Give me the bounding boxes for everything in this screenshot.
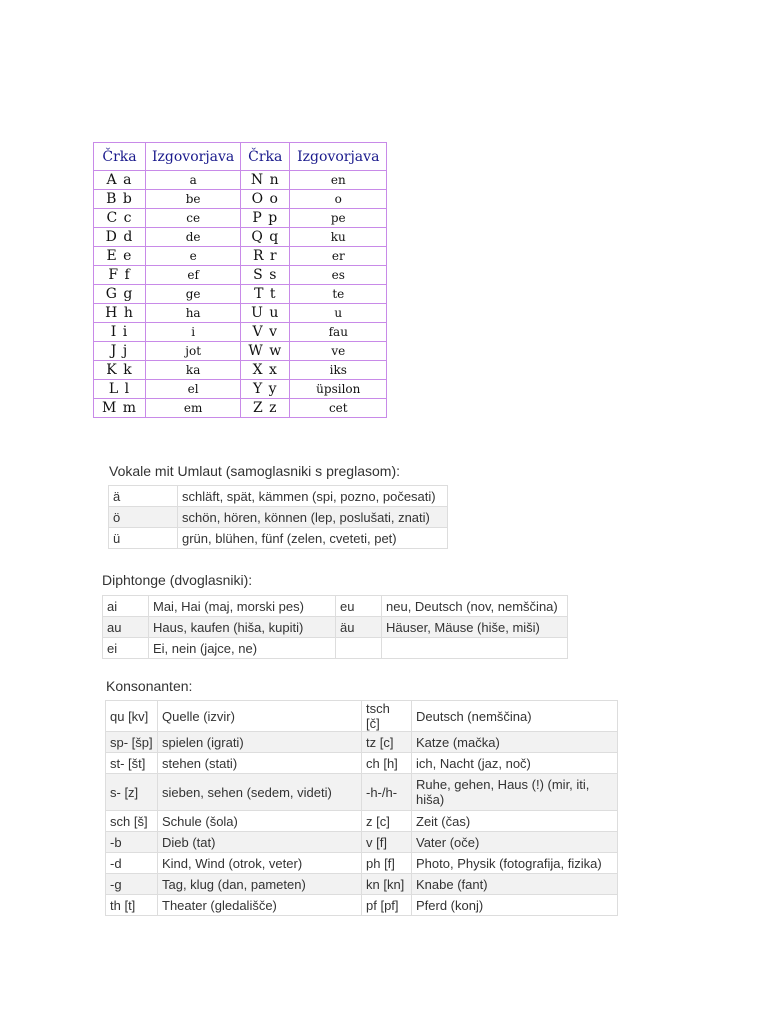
letter-cell: C c bbox=[94, 209, 146, 228]
letter-cell: Y y bbox=[241, 380, 290, 399]
header-pronunciation: Izgovorjava bbox=[146, 143, 241, 171]
alphabet-row bbox=[94, 266, 387, 285]
letter-cell: P p bbox=[241, 209, 290, 228]
consonant-row bbox=[106, 832, 618, 853]
vowel-cell: ä bbox=[109, 486, 178, 507]
pronunciation-cell: a bbox=[146, 171, 241, 190]
pronunciation-cell: pe bbox=[290, 209, 387, 228]
consonant-cell: s- [z] bbox=[106, 774, 158, 811]
umlaut-row bbox=[109, 507, 448, 528]
konsonanten-heading: Konsonanten: bbox=[106, 678, 193, 694]
pronunciation-cell: ce bbox=[146, 209, 241, 228]
example-cell: Mai, Hai (maj, morski pes) bbox=[149, 596, 336, 617]
example-cell: spielen (igrati) bbox=[158, 732, 362, 753]
consonant-cell: st- [št] bbox=[106, 753, 158, 774]
alphabet-row bbox=[94, 228, 387, 247]
letter-cell: H h bbox=[94, 304, 146, 323]
alphabet-row bbox=[94, 304, 387, 323]
pronunciation-cell: de bbox=[146, 228, 241, 247]
example-cell: Schule (šola) bbox=[158, 811, 362, 832]
umlaut-row bbox=[109, 528, 448, 549]
example-cell: Ei, nein (jajce, ne) bbox=[149, 638, 336, 659]
pronunciation-cell: cet bbox=[290, 399, 387, 418]
vowel-cell: ö bbox=[109, 507, 178, 528]
alphabet-row bbox=[94, 380, 387, 399]
pronunciation-cell: o bbox=[290, 190, 387, 209]
consonant-cell: qu [kv] bbox=[106, 701, 158, 732]
letter-cell: W w bbox=[241, 342, 290, 361]
pronunciation-cell: iks bbox=[290, 361, 387, 380]
diphthong-cell: eu bbox=[336, 596, 382, 617]
example-cell: ich, Nacht (jaz, noč) bbox=[412, 753, 618, 774]
consonant-row bbox=[106, 701, 618, 732]
letter-cell: B b bbox=[94, 190, 146, 209]
example-cell: grün, blühen, fünf (zelen, cveteti, pet) bbox=[178, 528, 448, 549]
konsonanten-table bbox=[105, 700, 618, 916]
pronunciation-cell: em bbox=[146, 399, 241, 418]
consonant-cell: sp- [šp] bbox=[106, 732, 158, 753]
pronunciation-cell: üpsilon bbox=[290, 380, 387, 399]
diphthong-table bbox=[102, 595, 568, 659]
letter-cell: L l bbox=[94, 380, 146, 399]
letter-cell: Z z bbox=[241, 399, 290, 418]
header-pronunciation: Izgovorjava bbox=[290, 143, 387, 171]
pronunciation-cell: e bbox=[146, 247, 241, 266]
pronunciation-cell: en bbox=[290, 171, 387, 190]
letter-cell: O o bbox=[241, 190, 290, 209]
consonant-row bbox=[106, 732, 618, 753]
letter-cell: G g bbox=[94, 285, 146, 304]
alphabet-header-row bbox=[94, 143, 387, 171]
consonant-cell: ch [h] bbox=[362, 753, 412, 774]
alphabet-row bbox=[94, 171, 387, 190]
consonant-cell: -h-/h- bbox=[362, 774, 412, 811]
example-cell: sieben, sehen (sedem, videti) bbox=[158, 774, 362, 811]
example-cell bbox=[382, 638, 568, 659]
example-cell: Vater (oče) bbox=[412, 832, 618, 853]
consonant-cell: tz [c] bbox=[362, 732, 412, 753]
consonant-cell: -b bbox=[106, 832, 158, 853]
diphthong-heading: Diphtonge (dvoglasniki): bbox=[102, 572, 253, 588]
diphthong-row bbox=[103, 596, 568, 617]
vowel-cell: ü bbox=[109, 528, 178, 549]
pronunciation-cell: i bbox=[146, 323, 241, 342]
consonant-cell: z [c] bbox=[362, 811, 412, 832]
pronunciation-cell: te bbox=[290, 285, 387, 304]
consonant-cell: pf [pf] bbox=[362, 895, 412, 916]
letter-cell: R r bbox=[241, 247, 290, 266]
letter-cell: F f bbox=[94, 266, 146, 285]
umlaut-table bbox=[108, 485, 448, 549]
example-cell: Photo, Physik (fotografija, fizika) bbox=[412, 853, 618, 874]
diphthong-cell: äu bbox=[336, 617, 382, 638]
letter-cell: S s bbox=[241, 266, 290, 285]
example-cell: stehen (stati) bbox=[158, 753, 362, 774]
example-cell: Katze (mačka) bbox=[412, 732, 618, 753]
example-cell: Kind, Wind (otrok, veter) bbox=[158, 853, 362, 874]
example-cell: Haus, kaufen (hiša, kupiti) bbox=[149, 617, 336, 638]
letter-cell: I i bbox=[94, 323, 146, 342]
diphthong-cell bbox=[336, 638, 382, 659]
pronunciation-cell: fau bbox=[290, 323, 387, 342]
letter-cell: D d bbox=[94, 228, 146, 247]
example-cell: Zeit (čas) bbox=[412, 811, 618, 832]
letter-cell: Q q bbox=[241, 228, 290, 247]
letter-cell: J j bbox=[94, 342, 146, 361]
pronunciation-cell: be bbox=[146, 190, 241, 209]
letter-cell: K k bbox=[94, 361, 146, 380]
header-letter: Črka bbox=[241, 143, 290, 171]
letter-cell: E e bbox=[94, 247, 146, 266]
pronunciation-cell: ku bbox=[290, 228, 387, 247]
example-cell: Theater (gledališče) bbox=[158, 895, 362, 916]
example-cell: Deutsch (nemščina) bbox=[412, 701, 618, 732]
consonant-row bbox=[106, 811, 618, 832]
umlaut-row bbox=[109, 486, 448, 507]
example-cell: neu, Deutsch (nov, nemščina) bbox=[382, 596, 568, 617]
pronunciation-cell: ge bbox=[146, 285, 241, 304]
diphthong-cell: ai bbox=[103, 596, 149, 617]
alphabet-row bbox=[94, 209, 387, 228]
consonant-row bbox=[106, 895, 618, 916]
alphabet-row bbox=[94, 247, 387, 266]
pronunciation-cell: ha bbox=[146, 304, 241, 323]
example-cell: Häuser, Mäuse (hiše, miši) bbox=[382, 617, 568, 638]
pronunciation-cell: el bbox=[146, 380, 241, 399]
example-cell: Ruhe, gehen, Haus (!) (mir, iti, hiša) bbox=[412, 774, 618, 811]
diphthong-cell: ei bbox=[103, 638, 149, 659]
consonant-cell: sch [š] bbox=[106, 811, 158, 832]
letter-cell: A a bbox=[94, 171, 146, 190]
consonant-cell: kn [kn] bbox=[362, 874, 412, 895]
example-cell: Pferd (konj) bbox=[412, 895, 618, 916]
letter-cell: T t bbox=[241, 285, 290, 304]
alphabet-table bbox=[93, 142, 387, 418]
pronunciation-cell: ef bbox=[146, 266, 241, 285]
example-cell: schön, hören, können (lep, poslušati, znati) bbox=[178, 507, 448, 528]
example-cell: schläft, spät, kämmen (spi, pozno, počesati) bbox=[178, 486, 448, 507]
umlaut-heading: Vokale mit Umlaut (samoglasniki s preglasom): bbox=[109, 463, 400, 479]
alphabet-row bbox=[94, 361, 387, 380]
letter-cell: V v bbox=[241, 323, 290, 342]
example-cell: Quelle (izvir) bbox=[158, 701, 362, 732]
consonant-cell: -g bbox=[106, 874, 158, 895]
header-letter: Črka bbox=[94, 143, 146, 171]
letter-cell: N n bbox=[241, 171, 290, 190]
pronunciation-cell: ka bbox=[146, 361, 241, 380]
pronunciation-cell: es bbox=[290, 266, 387, 285]
diphthong-row bbox=[103, 617, 568, 638]
consonant-row bbox=[106, 753, 618, 774]
letter-cell: M m bbox=[94, 399, 146, 418]
example-cell: Knabe (fant) bbox=[412, 874, 618, 895]
consonant-row bbox=[106, 774, 618, 811]
consonant-cell: -d bbox=[106, 853, 158, 874]
consonant-cell: v [f] bbox=[362, 832, 412, 853]
diphthong-cell: au bbox=[103, 617, 149, 638]
consonant-cell: th [t] bbox=[106, 895, 158, 916]
diphthong-row bbox=[103, 638, 568, 659]
alphabet-row bbox=[94, 399, 387, 418]
letter-cell: X x bbox=[241, 361, 290, 380]
pronunciation-cell: jot bbox=[146, 342, 241, 361]
example-cell: Tag, klug (dan, pameten) bbox=[158, 874, 362, 895]
pronunciation-cell: er bbox=[290, 247, 387, 266]
alphabet-row bbox=[94, 285, 387, 304]
alphabet-row bbox=[94, 342, 387, 361]
consonant-cell: tsch [č] bbox=[362, 701, 412, 732]
example-cell: Dieb (tat) bbox=[158, 832, 362, 853]
alphabet-row bbox=[94, 190, 387, 209]
consonant-row bbox=[106, 853, 618, 874]
consonant-row bbox=[106, 874, 618, 895]
letter-cell: U u bbox=[241, 304, 290, 323]
pronunciation-cell: u bbox=[290, 304, 387, 323]
consonant-cell: ph [f] bbox=[362, 853, 412, 874]
pronunciation-cell: ve bbox=[290, 342, 387, 361]
alphabet-row bbox=[94, 323, 387, 342]
